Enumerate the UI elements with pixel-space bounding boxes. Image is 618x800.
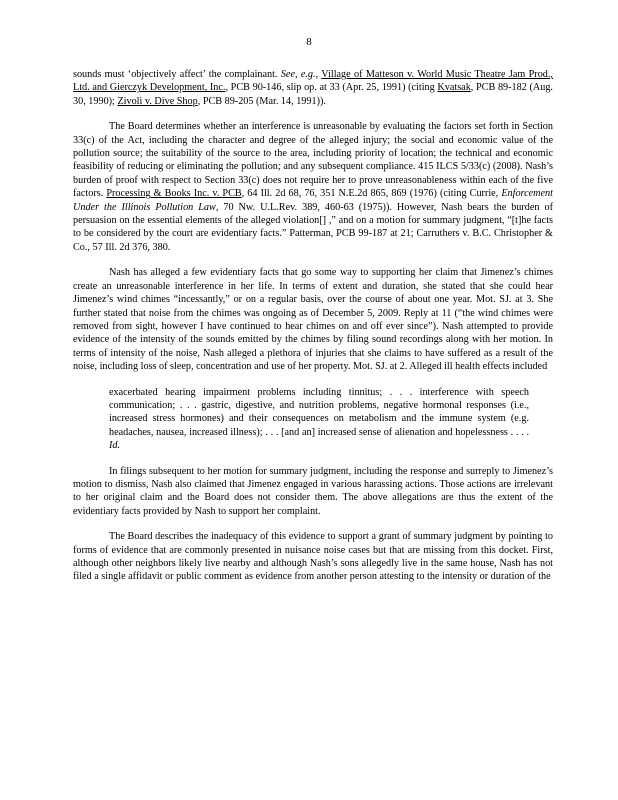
text-run: , PCB 90-146, slip op. at 33 (Apr. 25, 1991) (citing (225, 82, 438, 94)
signal-see: See, e.g. (280, 69, 316, 80)
paragraph-3: Nash has alleged a few evidentiary facts that go some way to supporting her claim that Jimenez’s chimes create an unreasonable interference in her life. In terms of extent and duration, she stated that she could hear Jimenez’s wind chimes “incessantly,” or on a regular basis, over the course of about one year. Mot. SJ. at 3. She further stated that noise from the chimes was ongoing as of December 5, 2009. Reply at 11 (“the wind chimes were removed from sight, however I have continued to hear chimes on and off ever since”). Nash attempted to provide evidence of the intensity of the sounds emitted by the chimes by filing sound recordings along with her motion. In terms of intensity of the noise, Nash alleged a plethora of injuries that she claims to have suffered as a result of the noise, including loss of sleep, concentration and use of her property. Mot. SJ. at 2. Alleged ill health effects included (73, 267, 553, 373)
paragraph-4: In filings subsequent to her motion for summary judgment, including the response and surreply to Jimenez’s motion to dismiss, Nash also claimed that Jimenez engaged in various harassing actions. Those actions are irrelevant to her original claim and the Board does not consider them. The above allegations are thus the extent of the evidentiary facts provided by Nash to support her complaint. (73, 465, 553, 517)
quote-text: exacerbated hearing impairment problems including tinnitus; . . . interference with speech communication; . . . gastric, digestive, and nutrition problems, negative hormonal responses (i.e., increased stress hormones) and their consequences on metabolism and the immune system (e.g. headaches, nausea, increased illness); . . . [and an] increased sense of alienation and hopelessness . . . . (109, 386, 529, 438)
case-citation: Village of Matteson v. World Music Theatre Jam Prod., Ltd. and Gierczyk Development, Inc. (73, 69, 553, 94)
case-citation: Kvatsak (437, 82, 471, 94)
paragraph-1 (73, 68, 553, 108)
document-body (73, 68, 553, 596)
case-citation: Processing & Books Inc. v. PCB (106, 188, 242, 200)
text-run: The Board determines whether an interference is unreasonable by evaluating the factors set forth in Section 33(c) of the Act, including the character and degree of the alleged injury; the social and economic value of the pollution source; the suitability of the source to the area, including priority of location; the technical and economic feasibility of reducing or eliminating the pollution; and any subsequent compliance. 415 ILCS 5/33(c) (2008). Nash’s burden of proof with respect to Section 33(c) does not require her to prove unreasonableness within each of the five factors. (73, 121, 553, 200)
text-run: , PCB 89-182 (Aug. 30, 1990); (73, 82, 553, 107)
id-citation: Id. (109, 440, 121, 452)
text-run: sounds must ‘objectively affect’ the complainant. (73, 69, 281, 80)
text-run: , 70 Nw. U.L.Rev. 389, 460-63 (1975)). However, Nash bears the burden of persuasion on the essential elements of the alleged violation[] ,” and on a motion for summary judgment, “[t]he facts to be considered by the court are evidentiary facts.” Patterman, PCB 99-187 at 21; Carruthers v. B.C. Christopher & Co., 57 Ill. 2d 376, 380. (73, 201, 553, 253)
text-run: , PCB 89-205 (Mar. 14, 1991)). (197, 95, 326, 107)
block-quote (109, 386, 529, 453)
text-run: , 64 Ill. 2d 68, 76, 351 N.E.2d 865, 869 (1976) (citing Currie, (241, 188, 502, 200)
case-citation: Zivoli v. Dive Shop (117, 95, 198, 107)
text-run: , (315, 69, 322, 80)
italic-citation: Enforcement Under the Illinois Pollution Law (73, 188, 553, 213)
paragraph-5: The Board describes the inadequacy of this evidence to support a grant of summary judgment by pointing to forms of evidence that are commonly presented in nuisance noise cases but that are missing from this docket. First, although other neighbors likely live nearby and although Nash’s sons allegedly live in the same house, Nash has not filed a single affidavit or public comment as evidence from another person attesting to the intensity or duration of the (73, 531, 553, 583)
paragraph-2 (73, 120, 553, 254)
page-number: 8 (306, 36, 312, 48)
